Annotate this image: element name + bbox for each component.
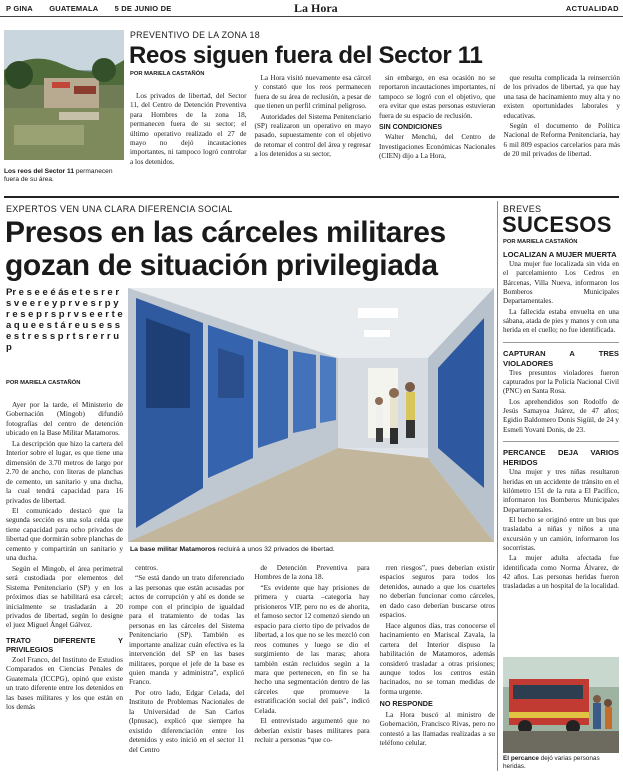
main-story-columns <box>129 563 495 773</box>
paragraph: Autoridades del Sistema Penitenciario (SP) realizaron un operativo en mayo pasado, supuestamente con el objetivo de retomar el control del área y regresar a los detenidos a su sector, <box>254 112 371 159</box>
prison-corridor-photo <box>128 288 494 542</box>
brief-divider <box>503 441 619 442</box>
paragraph: El comunicado destacó que la segunda sección es una sola celda que tiene capacidad para ocho privados de libertad que dormirán sobre planchas de cemento y compartirán un sanitario y una ducha. <box>6 505 123 563</box>
top-caption-lead: Los reos del Sector 11 <box>4 168 74 175</box>
paragraph: Según el documento de Política Nacional de Reforma Penitenciaria, hay 6 mil 809 espacios carcelarios para más de 20 mil privados de libertad. <box>503 122 620 159</box>
top-story-body <box>130 74 620 192</box>
paragraph: El entrevistado argumentó que no deberían existir bases militares para recluir a personas “que co- <box>254 716 370 745</box>
prison-yard-photo <box>4 30 124 160</box>
paragraph: Ayer por la tarde, el Ministerio de Gobernación (Mingob) difundió fotografías del centro de detención ubicado en la Base Militar Matamoros. <box>6 400 123 438</box>
top-subhead: SIN CONDICIONES <box>379 124 443 132</box>
paragraph: La Hora buscó al ministro de Gobernación, Francisco Rivas, pero no contestó a las llamadas realizadas a su teléfono celular. <box>379 709 495 748</box>
paragraph: Una mujer fue localizada sin vida en el parcelamiento Los Cedros en Bárcenas, Villa Nueva, informaron los Bomberos Municipales Departamentales. <box>503 260 619 306</box>
breves-title: SUCESOS <box>502 212 612 237</box>
header-meta <box>6 4 185 13</box>
top-kicker: PREVENTIVO DE LA ZONA 18 <box>130 30 260 40</box>
top-photo-caption <box>4 168 126 184</box>
paragraph: Según el Mingob, el área perimetral será custodiada por elementos del Sistema Penitenciario (SP) y en los próximos días se habilitará esa cárcel; inicialmente se trasladarán a 20 privados de libertad, según lo designe el juez Miguel Ángel Gálvez. <box>6 563 123 630</box>
city-label: GUATEMALA <box>49 4 99 13</box>
brief-headline: PERCANCE DEJA VARIOS HERIDOS <box>503 448 619 468</box>
paragraph: Walter Menchú, del Centro de Investigaciones Económicas Nacionales (CIEN) dijo a La Hora, <box>379 133 496 161</box>
paragraph: Los aprehendidos son Rodolfo de Jesús Samayoa Juárez, de 47 años; Egidio Baldomero Donis Sigüil, de 24 y Esmeli Yovani Donis, de 23. <box>503 397 619 434</box>
date-label: 5 DE JUNIO DE <box>114 4 172 13</box>
main-byline: POR MARIELA CASTAÑÓN <box>6 380 81 386</box>
bus-caption-lead: El percance <box>503 755 539 762</box>
main-kicker: EXPERTOS VEN UNA CLARA DIFERENCIA SOCIAL <box>6 204 233 214</box>
paragraph: Hace algunos días, tras conocerse el hacinamiento en Mariscal Zavala, la cartera del Interior dispuso la habilitación de Matamoros, además consideró trasladar a otras prisiones; aunque todos los centros están hacinados, no se toman medidas de forma urgente. <box>379 620 495 696</box>
paragraph: El hecho se originó entre un bus que trasladaba a niñas y niños a una excursión y un camión, informaron los socorristas. <box>503 515 619 552</box>
bus-photo-caption <box>503 755 619 770</box>
paragraph: La Hora visitó nuevamente esa cárcel y constató que los reos permanecen fuera de su área de reclusión, a pesar de que tienen un perfil criminal peligroso. <box>254 74 371 111</box>
paragraph: “Se está dando un trato diferenciado a las personas que están acusadas por actos de corrupción y ahí es donde se rompe con el principio de igualdad para el tratamiento de todas las personas en las cárceles del Sistema Penitenciario (SP). También es importante analizar cuán efectiva es la intervención del SP en las bases militares, porque el jefe de la base es quien manda y administra”, explicó Franco. <box>129 573 245 687</box>
section-divider <box>4 196 619 198</box>
paragraph: rren riesgos”, pues deberían existir espacios seguros para todos los detenidos, aunado a que los cuarteles no deberían funcionar como cárceles, en dado caso deberían buscarse otros espacios. <box>379 563 495 620</box>
main-headline: Presos en las cárceles militares gozan de situación privilegiada <box>5 216 446 282</box>
newspaper-logo: La Hora <box>294 1 338 15</box>
page-header <box>0 0 623 17</box>
main-caption-text: recluirá a unos 32 privados de libertad. <box>215 546 335 553</box>
paragraph: de Detención Preventiva para Hombres de la zona 18. <box>254 563 370 582</box>
paragraph: centros. <box>135 563 158 572</box>
main-photo-caption <box>130 546 496 553</box>
top-caption-text: permanecen fuera de su área. <box>4 168 113 183</box>
paragraph: Los privados de libertad, del Sector 11, del Centro de Detención Preventiva para Hombres de la zona 18, permanecen fuera de su sector; el último operativo realizado el 27 de mayo no dejó incautaciones importantes, ni tampoco logró controlar a los detenidos. <box>130 92 247 166</box>
main-summary: Pr e s e e é ás e t e s r e r s v e e r e y p r v e s r p y r e s e p r s p r v s e e r t e a q u e e s t á r e u s e s s e s t r e s s p r t s r e r r u p <box>6 287 123 353</box>
paragraph: Por otro lado, Edgar Celada, del Instituto de Problemas Nacionales de la Universidad de San Carlos (Ipnusac), explicó que siempre ha existido diferenciación entre los detenidos y esto inició en el sector 11 del Centro <box>129 687 245 754</box>
paragraph: La fallecida estaba envuelta en una sábana, atada de pies y manos y con una herida en el cuello; no fue identificada. <box>503 307 619 335</box>
breves-column <box>503 248 619 656</box>
main-caption-lead: La base militar Matamoros <box>130 546 216 553</box>
section-label: ACTUALIDAD <box>565 4 619 13</box>
paragraph: Una mujer y tres niñas resultaron heridas en un accidente de tránsito en el kilómetro 151 de la ruta a El Pacífico, informaron los Bomberos Municipales Departamentales. <box>503 468 619 514</box>
breves-kicker: BREVES <box>503 204 542 214</box>
bus-accident-photo <box>503 657 619 753</box>
top-headline: Reos siguen fuera del Sector 11 <box>129 42 483 69</box>
main-story-column-1 <box>6 400 123 772</box>
bus-caption-text: dejó varias personas heridas. <box>503 755 600 770</box>
paragraph: La descripción que hizo la cartera del Interior sobre el lugar, es que tiene una dimensión de 3.70 metros de largo por 2.70 de ancho, con literas de planchas de cemento, un sanitario y una ducha, la cual tendrá capacidad para 16 privados de libertad. <box>6 438 123 505</box>
column-divider <box>497 201 498 771</box>
page-label: P GINA <box>6 4 33 13</box>
byline-spacer <box>130 74 247 92</box>
main-subhead-1: TRATO DIFERENTE Y PRIVILEGIOS <box>6 635 123 654</box>
paragraph: sin embargo, en esa ocasión no se reportaron incautaciones importantes, ni tampoco se logró con el objetivo, que era evitar que estas personas estuvieran fuera de su espacio de reclusión. <box>379 74 496 120</box>
top-byline: POR MARIELA CASTAÑÓN <box>130 71 205 77</box>
brief-headline: CAPTURAN A TRES VIOLADORES <box>503 348 619 368</box>
paragraph: Tres presuntos violadores fueron capturados por la Policía Nacional Civil (PNC) en Santa Rosa. <box>503 368 619 396</box>
brief-headline: LOCALIZAN A MUJER MUERTA <box>503 250 617 259</box>
paragraph: “Es evidente que hay prisiones de primera y cuarta –categoría hay prisioneros VIP, pero no es de ahorita, el famoso sector 12 comenzó siendo un espacio para cierto tipo de privados de libertad, a los que no se les mezcló con reos comunes y luego se dio el surgimiento de las maras; ahora también están recluidos según a la mara que pertenecen, en fin se ha hecho una segmentación dentro de las cárceles que promueve la estratificación social del país”, indicó Celada. <box>254 582 370 715</box>
main-subhead-2: NO RESPONDE <box>379 699 433 709</box>
paragraph: Zoel Franco, del Instituto de Estudios Comparados en Ciencias Penales de Guatemala (ICCPG), opinó que existe un trato diferente entre los detenidos en las bases militares y los que están en los demás <box>6 654 123 712</box>
brief-divider <box>503 342 619 343</box>
breves-byline: POR MARIELA CASTAÑÓN <box>503 239 578 245</box>
paragraph: que resulta complicada la reinserción de los privados de libertad, ya que hay una tasa de hacinamiento muy alta y no existen oportunidades laborales y educativas. <box>503 74 620 120</box>
paragraph: La mujer adulta afectada fue identificada como Norma Álvarez, de 42 años. Las personas heridas fueron trasladadas a un hospital de la localidad. <box>503 554 619 591</box>
